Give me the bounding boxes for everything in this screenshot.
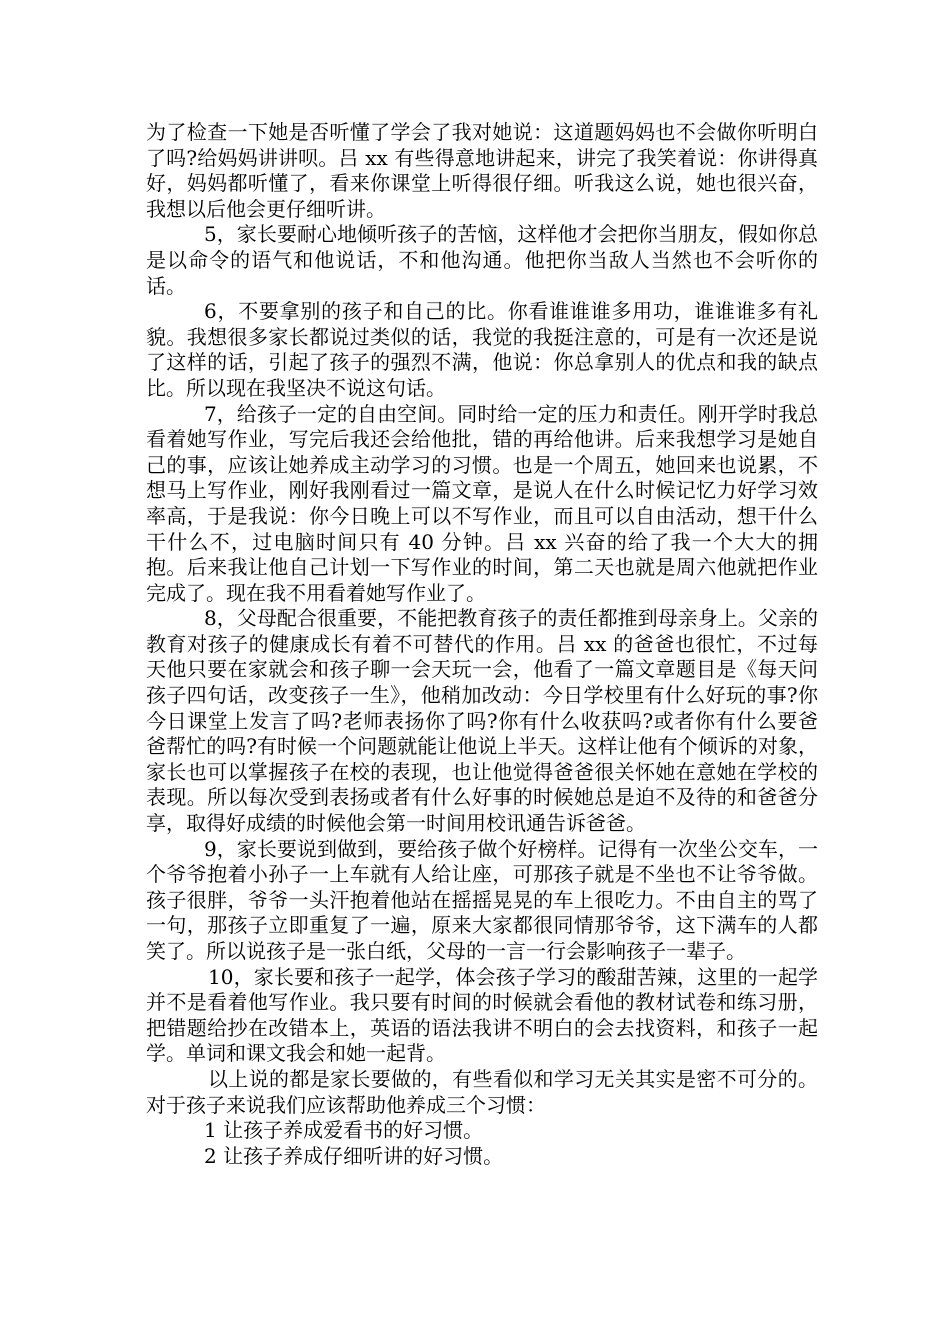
paragraph-item-5: 5，家长要耐心地倾听孩子的苦恼，这样他才会把你当朋友，假如你总是以命令的语气和他说话，不和他沟通。他把你当敌人当然也不会听你的话。 <box>146 222 818 298</box>
paragraph-item-9: 9，家长要说到做到，要给孩子做个好榜样。记得有一次坐公交车，一个爷爷抱着小孙子一上车就有人给让座，可那孩子就是不坐也不让爷爷做。孩子很胖，爷爷一头汗抱着他站在摇摇晃晃的车上很吃力。不由自主的骂了一句，那孩子立即重复了一遍，原来大家都很同情那爷爷，这下满车的人都笑了。所以说孩子是一张白纸，父母的一言一行会影响孩子一辈子。 <box>146 836 818 963</box>
paragraph-continuation: 为了检查一下她是否听懂了学会了我对她说：这道题妈妈也不会做你听明白了吗?给妈妈讲讲呗。吕 xx 有些得意地讲起来，讲完了我笑着说：你讲得真好，妈妈都听懂了，看来你课堂上听得很仔细。听我这么说，她也很兴奋，我想以后他会更仔细听讲。 <box>146 120 818 221</box>
paragraph-item-8: 8，父母配合很重要，不能把教育孩子的责任都推到母亲身上。父亲的教育对孩子的健康成长有着不可替代的作用。吕 xx 的爸爸也很忙，不过每天他只要在家就会和孩子聊一会天玩一会，他看了一篇文章题目是《每天问孩子四句话，改变孩子一生》，他稍加改动：今日学校里有什么好玩的事?你今日课堂上发言了吗?老师表扬你了吗?你有什么收获吗?或者你有什么要爸爸帮忙的吗?有时候一个问题就能让他说上半天。这样让他有个倾诉的对象，家长也可以掌握孩子在校的表现，也让他觉得爸爸很关怀她在意她在学校的表现。所以每次受到表扬或者有什么好事的时候她总是迫不及待的和爸爸分享，取得好成绩的时候他会第一时间用校讯通告诉爸爸。 <box>146 606 818 836</box>
habit-item-1: 1 让孩子养成爱看书的好习惯。 <box>204 1118 484 1143</box>
document-body <box>146 120 818 1169</box>
paragraph-item-10: 10，家长要和孩子一起学，体会孩子学习的酸甜苦辣，这里的一起学并不是看着他写作业。我只要有时间的时候就会看他的教材试卷和练习册，把错题给抄在改错本上，英语的语法我讲不明白的会去找资料，和孩子一起学。单词和课文我会和她一起背。 <box>146 964 818 1066</box>
habit-item-2: 2 让孩子养成仔细听讲的好习惯。 <box>204 1143 504 1168</box>
paragraph-item-7: 7，给孩子一定的自由空间。同时给一定的压力和责任。刚开学时我总看着她写作业，写完后我还会给他批，错的再给他讲。后来我想学习是她自己的事，应该让她养成主动学习的习惯。也是一个周五，她回来也说累，不想马上写作业，刚好我刚看过一篇文章，是说人在什么时候记忆力好学习效率高，于是我说：你今日晚上可以不写作业，而且可以自由活动，想干什么干什么不，过电脑时间只有 40 分钟。吕 xx 兴奋的给了我一个大大的拥抱。后来我让他自己计划一下写作业的时间，第二天也就是周六他就把作业完成了。现在我不用看着她写作业了。 <box>146 401 818 605</box>
paragraph-summary: 以上说的都是家长要做的，有些看似和学习无关其实是密不可分的。对于孩子来说我们应该帮助他养成三个习惯： <box>146 1066 818 1117</box>
paragraph-item-6: 6，不要拿别的孩子和自己的比。你看谁谁谁多用功，谁谁谁多有礼貌。我想很多家长都说过类似的话，我觉的我挺注意的，可是有一次还是说了这样的话，引起了孩子的强烈不满，他说：你总拿别人的优点和我的缺点比。所以现在我坚决不说这句话。 <box>146 299 818 400</box>
